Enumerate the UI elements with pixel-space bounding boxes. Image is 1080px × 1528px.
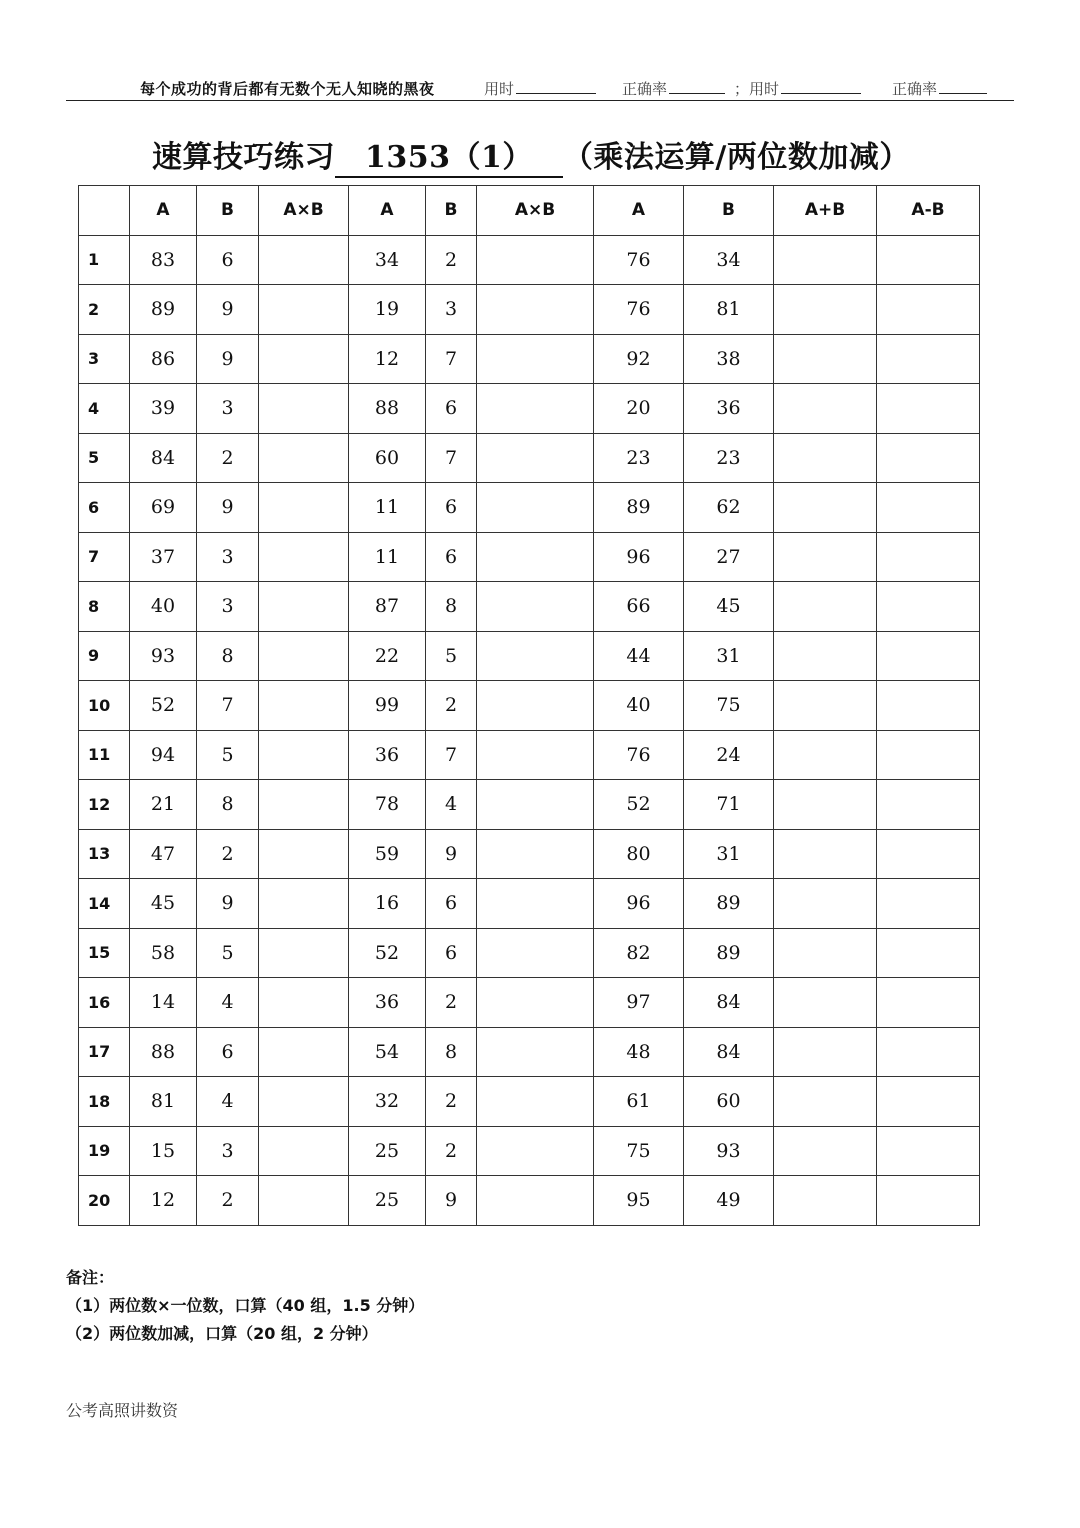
answer-cell[interactable]	[477, 780, 594, 830]
answer-cell[interactable]	[877, 582, 980, 632]
operand-cell: 2	[426, 1126, 477, 1176]
column-header: A×B	[477, 186, 594, 236]
operand-cell: 9	[197, 285, 259, 335]
table-row	[79, 829, 980, 879]
operand-cell: 37	[130, 532, 197, 582]
operand-cell: 59	[349, 829, 426, 879]
answer-cell[interactable]	[774, 780, 877, 830]
operand-cell: 7	[197, 681, 259, 731]
operand-cell: 6	[426, 879, 477, 929]
operand-cell: 60	[684, 1077, 774, 1127]
practice-table	[78, 185, 980, 1226]
answer-cell[interactable]	[774, 631, 877, 681]
operand-cell: 6	[197, 235, 259, 285]
table-row	[79, 1027, 980, 1077]
table-row	[79, 285, 980, 335]
answer-cell[interactable]	[259, 928, 349, 978]
column-header: A+B	[774, 186, 877, 236]
table-row	[79, 334, 980, 384]
operand-cell: 4	[197, 1077, 259, 1127]
operand-cell: 2	[197, 829, 259, 879]
column-header: A-B	[877, 186, 980, 236]
operand-cell: 45	[684, 582, 774, 632]
answer-cell[interactable]	[774, 829, 877, 879]
table-row	[79, 532, 980, 582]
answer-cell[interactable]	[774, 384, 877, 434]
operand-cell: 40	[130, 582, 197, 632]
answer-cell[interactable]	[877, 631, 980, 681]
operand-cell: 80	[594, 829, 684, 879]
operand-cell: 9	[426, 829, 477, 879]
operand-cell: 24	[684, 730, 774, 780]
answer-cell[interactable]	[259, 681, 349, 731]
operand-cell: 8	[197, 631, 259, 681]
answer-cell[interactable]	[259, 829, 349, 879]
answer-cell[interactable]	[877, 433, 980, 483]
column-header: B	[197, 186, 259, 236]
operand-cell: 11	[349, 532, 426, 582]
column-header: A	[130, 186, 197, 236]
answer-cell[interactable]	[259, 978, 349, 1028]
operand-cell: 32	[349, 1077, 426, 1127]
notes-line-1: （1）两位数×一位数，口算（40 组，1.5 分钟）	[66, 1296, 425, 1315]
answer-cell[interactable]	[774, 433, 877, 483]
row-number: 15	[79, 928, 130, 978]
answer-cell[interactable]	[877, 1176, 980, 1226]
operand-cell: 88	[349, 384, 426, 434]
operand-cell: 2	[426, 978, 477, 1028]
table-row	[79, 730, 980, 780]
operand-cell: 52	[349, 928, 426, 978]
operand-cell: 5	[197, 928, 259, 978]
answer-cell[interactable]	[477, 532, 594, 582]
table-row	[79, 433, 980, 483]
operand-cell: 23	[594, 433, 684, 483]
column-header: B	[684, 186, 774, 236]
operand-cell: 2	[426, 1077, 477, 1127]
operand-cell: 9	[197, 334, 259, 384]
answer-cell[interactable]	[259, 334, 349, 384]
row-number: 18	[79, 1077, 130, 1127]
operand-cell: 38	[684, 334, 774, 384]
operand-cell: 89	[684, 928, 774, 978]
operand-cell: 6	[426, 928, 477, 978]
answer-cell[interactable]	[259, 384, 349, 434]
row-number: 1	[79, 235, 130, 285]
answer-cell[interactable]	[259, 285, 349, 335]
answer-cell[interactable]	[259, 730, 349, 780]
row-number: 7	[79, 532, 130, 582]
answer-cell[interactable]	[877, 780, 980, 830]
answer-cell[interactable]	[774, 582, 877, 632]
column-header: B	[426, 186, 477, 236]
answer-cell[interactable]	[259, 1077, 349, 1127]
table-row	[79, 1126, 980, 1176]
column-header: A	[594, 186, 684, 236]
operand-cell: 75	[684, 681, 774, 731]
operand-cell: 88	[130, 1027, 197, 1077]
operand-cell: 3	[197, 532, 259, 582]
operand-cell: 96	[594, 879, 684, 929]
answer-cell[interactable]	[877, 978, 980, 1028]
operand-cell: 4	[426, 780, 477, 830]
operand-cell: 58	[130, 928, 197, 978]
page-footer: 公考高照讲数资	[66, 1401, 179, 1420]
answer-cell[interactable]	[774, 730, 877, 780]
operand-cell: 60	[349, 433, 426, 483]
answer-cell[interactable]	[477, 285, 594, 335]
operand-cell: 14	[130, 978, 197, 1028]
operand-cell: 99	[349, 681, 426, 731]
answer-cell[interactable]	[877, 483, 980, 533]
answer-cell[interactable]	[477, 1176, 594, 1226]
operand-cell: 6	[426, 384, 477, 434]
operand-cell: 76	[594, 235, 684, 285]
row-number: 20	[79, 1176, 130, 1226]
operand-cell: 2	[197, 1176, 259, 1226]
answer-cell[interactable]	[259, 780, 349, 830]
table-header-row	[79, 186, 980, 236]
operand-cell: 12	[130, 1176, 197, 1226]
answer-cell[interactable]	[877, 532, 980, 582]
operand-cell: 84	[684, 978, 774, 1028]
answer-cell[interactable]	[477, 879, 594, 929]
answer-cell[interactable]	[774, 978, 877, 1028]
table-row	[79, 879, 980, 929]
operand-cell: 9	[197, 879, 259, 929]
answer-cell[interactable]	[774, 928, 877, 978]
answer-cell[interactable]	[877, 829, 980, 879]
row-number: 16	[79, 978, 130, 1028]
answer-cell[interactable]	[477, 730, 594, 780]
answer-cell[interactable]	[774, 483, 877, 533]
answer-cell[interactable]	[877, 1077, 980, 1127]
operand-cell: 6	[426, 532, 477, 582]
operand-cell: 75	[594, 1126, 684, 1176]
operand-cell: 52	[594, 780, 684, 830]
answer-cell[interactable]	[259, 1176, 349, 1226]
operand-cell: 9	[197, 483, 259, 533]
answer-cell[interactable]	[259, 532, 349, 582]
column-header: A×B	[259, 186, 349, 236]
answer-cell[interactable]	[477, 433, 594, 483]
operand-cell: 25	[349, 1126, 426, 1176]
answer-cell[interactable]	[774, 1027, 877, 1077]
row-number: 14	[79, 879, 130, 929]
operand-cell: 3	[197, 1126, 259, 1176]
notes-line-2: （2）两位数加减，口算（20 组，2 分钟）	[66, 1324, 378, 1343]
title-suffix: （乘法运算/两位数加减）	[562, 140, 910, 175]
title-code: 1353（1）	[335, 140, 563, 178]
operand-cell: 8	[426, 582, 477, 632]
operand-cell: 95	[594, 1176, 684, 1226]
answer-cell[interactable]	[877, 730, 980, 780]
operand-cell: 97	[594, 978, 684, 1028]
operand-cell: 83	[130, 235, 197, 285]
operand-cell: 7	[426, 334, 477, 384]
notes-section	[66, 1264, 424, 1348]
operand-cell: 76	[594, 730, 684, 780]
row-number: 11	[79, 730, 130, 780]
operand-cell: 94	[130, 730, 197, 780]
operand-cell: 36	[684, 384, 774, 434]
page-title	[152, 132, 910, 178]
answer-cell[interactable]	[877, 879, 980, 929]
operand-cell: 31	[684, 829, 774, 879]
answer-cell[interactable]	[477, 384, 594, 434]
row-number: 5	[79, 433, 130, 483]
column-header: A	[349, 186, 426, 236]
operand-cell: 93	[684, 1126, 774, 1176]
answer-cell[interactable]	[877, 334, 980, 384]
operand-cell: 12	[349, 334, 426, 384]
operand-cell: 15	[130, 1126, 197, 1176]
answer-cell[interactable]	[477, 631, 594, 681]
table-row	[79, 1176, 980, 1226]
operand-cell: 71	[684, 780, 774, 830]
row-number: 19	[79, 1126, 130, 1176]
operand-cell: 66	[594, 582, 684, 632]
operand-cell: 25	[349, 1176, 426, 1226]
operand-cell: 61	[594, 1077, 684, 1127]
answer-cell[interactable]	[477, 1077, 594, 1127]
row-number: 10	[79, 681, 130, 731]
operand-cell: 31	[684, 631, 774, 681]
operand-cell: 16	[349, 879, 426, 929]
answer-cell[interactable]	[259, 235, 349, 285]
accuracy-field-1[interactable]: 正确率	[622, 78, 725, 99]
operand-cell: 89	[684, 879, 774, 929]
table-row	[79, 928, 980, 978]
page-header	[66, 76, 1014, 101]
row-number: 13	[79, 829, 130, 879]
answer-cell[interactable]	[877, 681, 980, 731]
table-row	[79, 681, 980, 731]
row-number: 6	[79, 483, 130, 533]
operand-cell: 86	[130, 334, 197, 384]
operand-cell: 4	[197, 978, 259, 1028]
operand-cell: 36	[349, 730, 426, 780]
answer-cell[interactable]	[774, 1077, 877, 1127]
operand-cell: 5	[426, 631, 477, 681]
operand-cell: 2	[426, 681, 477, 731]
answer-cell[interactable]	[259, 631, 349, 681]
answer-cell[interactable]	[477, 483, 594, 533]
operand-cell: 62	[684, 483, 774, 533]
operand-cell: 8	[197, 780, 259, 830]
answer-cell[interactable]	[877, 285, 980, 335]
operand-cell: 52	[130, 681, 197, 731]
answer-cell[interactable]	[877, 1126, 980, 1176]
answer-cell[interactable]	[477, 334, 594, 384]
table-row	[79, 384, 980, 434]
answer-cell[interactable]	[477, 235, 594, 285]
row-number: 2	[79, 285, 130, 335]
answer-cell[interactable]	[774, 235, 877, 285]
operand-cell: 40	[594, 681, 684, 731]
answer-cell[interactable]	[477, 1126, 594, 1176]
answer-cell[interactable]	[477, 928, 594, 978]
operand-cell: 6	[426, 483, 477, 533]
answer-cell[interactable]	[477, 681, 594, 731]
answer-cell[interactable]	[877, 384, 980, 434]
time-used-field-1[interactable]: 用时	[484, 78, 596, 99]
operand-cell: 54	[349, 1027, 426, 1077]
operand-cell: 3	[426, 285, 477, 335]
operand-cell: 78	[349, 780, 426, 830]
time-used-field-2[interactable]: ；用时	[734, 78, 861, 99]
operand-cell: 39	[130, 384, 197, 434]
operand-cell: 89	[594, 483, 684, 533]
table-row	[79, 1077, 980, 1127]
operand-cell: 3	[197, 582, 259, 632]
answer-cell[interactable]	[877, 928, 980, 978]
operand-cell: 34	[349, 235, 426, 285]
answer-cell[interactable]	[259, 879, 349, 929]
operand-cell: 8	[426, 1027, 477, 1077]
answer-cell[interactable]	[259, 582, 349, 632]
operand-cell: 84	[130, 433, 197, 483]
operand-cell: 81	[684, 285, 774, 335]
answer-cell[interactable]	[774, 285, 877, 335]
row-number: 9	[79, 631, 130, 681]
operand-cell: 5	[197, 730, 259, 780]
operand-cell: 23	[684, 433, 774, 483]
operand-cell: 11	[349, 483, 426, 533]
answer-cell[interactable]	[774, 681, 877, 731]
operand-cell: 76	[594, 285, 684, 335]
operand-cell: 34	[684, 235, 774, 285]
operand-cell: 82	[594, 928, 684, 978]
answer-cell[interactable]	[774, 532, 877, 582]
answer-cell[interactable]	[774, 334, 877, 384]
answer-cell[interactable]	[774, 879, 877, 929]
answer-cell[interactable]	[477, 1027, 594, 1077]
row-number: 4	[79, 384, 130, 434]
operand-cell: 36	[349, 978, 426, 1028]
operand-cell: 27	[684, 532, 774, 582]
operand-cell: 69	[130, 483, 197, 533]
answer-cell[interactable]	[877, 1027, 980, 1077]
row-number: 12	[79, 780, 130, 830]
operand-cell: 96	[594, 532, 684, 582]
table-row	[79, 631, 980, 681]
header-motto: 每个成功的背后都有无数个无人知晓的黑夜	[140, 80, 435, 98]
row-number: 3	[79, 334, 130, 384]
operand-cell: 9	[426, 1176, 477, 1226]
operand-cell: 84	[684, 1027, 774, 1077]
operand-cell: 93	[130, 631, 197, 681]
answer-cell[interactable]	[259, 1027, 349, 1077]
operand-cell: 81	[130, 1077, 197, 1127]
answer-cell[interactable]	[477, 582, 594, 632]
answer-cell[interactable]	[259, 483, 349, 533]
operand-cell: 3	[197, 384, 259, 434]
table-row	[79, 235, 980, 285]
answer-cell[interactable]	[477, 978, 594, 1028]
operand-cell: 89	[130, 285, 197, 335]
operand-cell: 48	[594, 1027, 684, 1077]
operand-cell: 45	[130, 879, 197, 929]
accuracy-field-2[interactable]: 正确率	[892, 78, 987, 99]
row-number: 8	[79, 582, 130, 632]
table-row	[79, 780, 980, 830]
title-prefix: 速算技巧练习	[152, 140, 335, 175]
operand-cell: 44	[594, 631, 684, 681]
answer-cell[interactable]	[877, 235, 980, 285]
answer-cell[interactable]	[259, 433, 349, 483]
operand-cell: 22	[349, 631, 426, 681]
answer-cell[interactable]	[774, 1176, 877, 1226]
answer-cell[interactable]	[259, 1126, 349, 1176]
operand-cell: 20	[594, 384, 684, 434]
answer-cell[interactable]	[477, 829, 594, 879]
column-header	[79, 186, 130, 236]
operand-cell: 7	[426, 730, 477, 780]
row-number: 17	[79, 1027, 130, 1077]
operand-cell: 19	[349, 285, 426, 335]
operand-cell: 47	[130, 829, 197, 879]
table-row	[79, 483, 980, 533]
operand-cell: 49	[684, 1176, 774, 1226]
operand-cell: 7	[426, 433, 477, 483]
operand-cell: 2	[426, 235, 477, 285]
table-row	[79, 978, 980, 1028]
operand-cell: 87	[349, 582, 426, 632]
answer-cell[interactable]	[774, 1126, 877, 1176]
operand-cell: 92	[594, 334, 684, 384]
table-row	[79, 582, 980, 632]
operand-cell: 21	[130, 780, 197, 830]
notes-title: 备注：	[66, 1268, 115, 1287]
operand-cell: 6	[197, 1027, 259, 1077]
operand-cell: 2	[197, 433, 259, 483]
